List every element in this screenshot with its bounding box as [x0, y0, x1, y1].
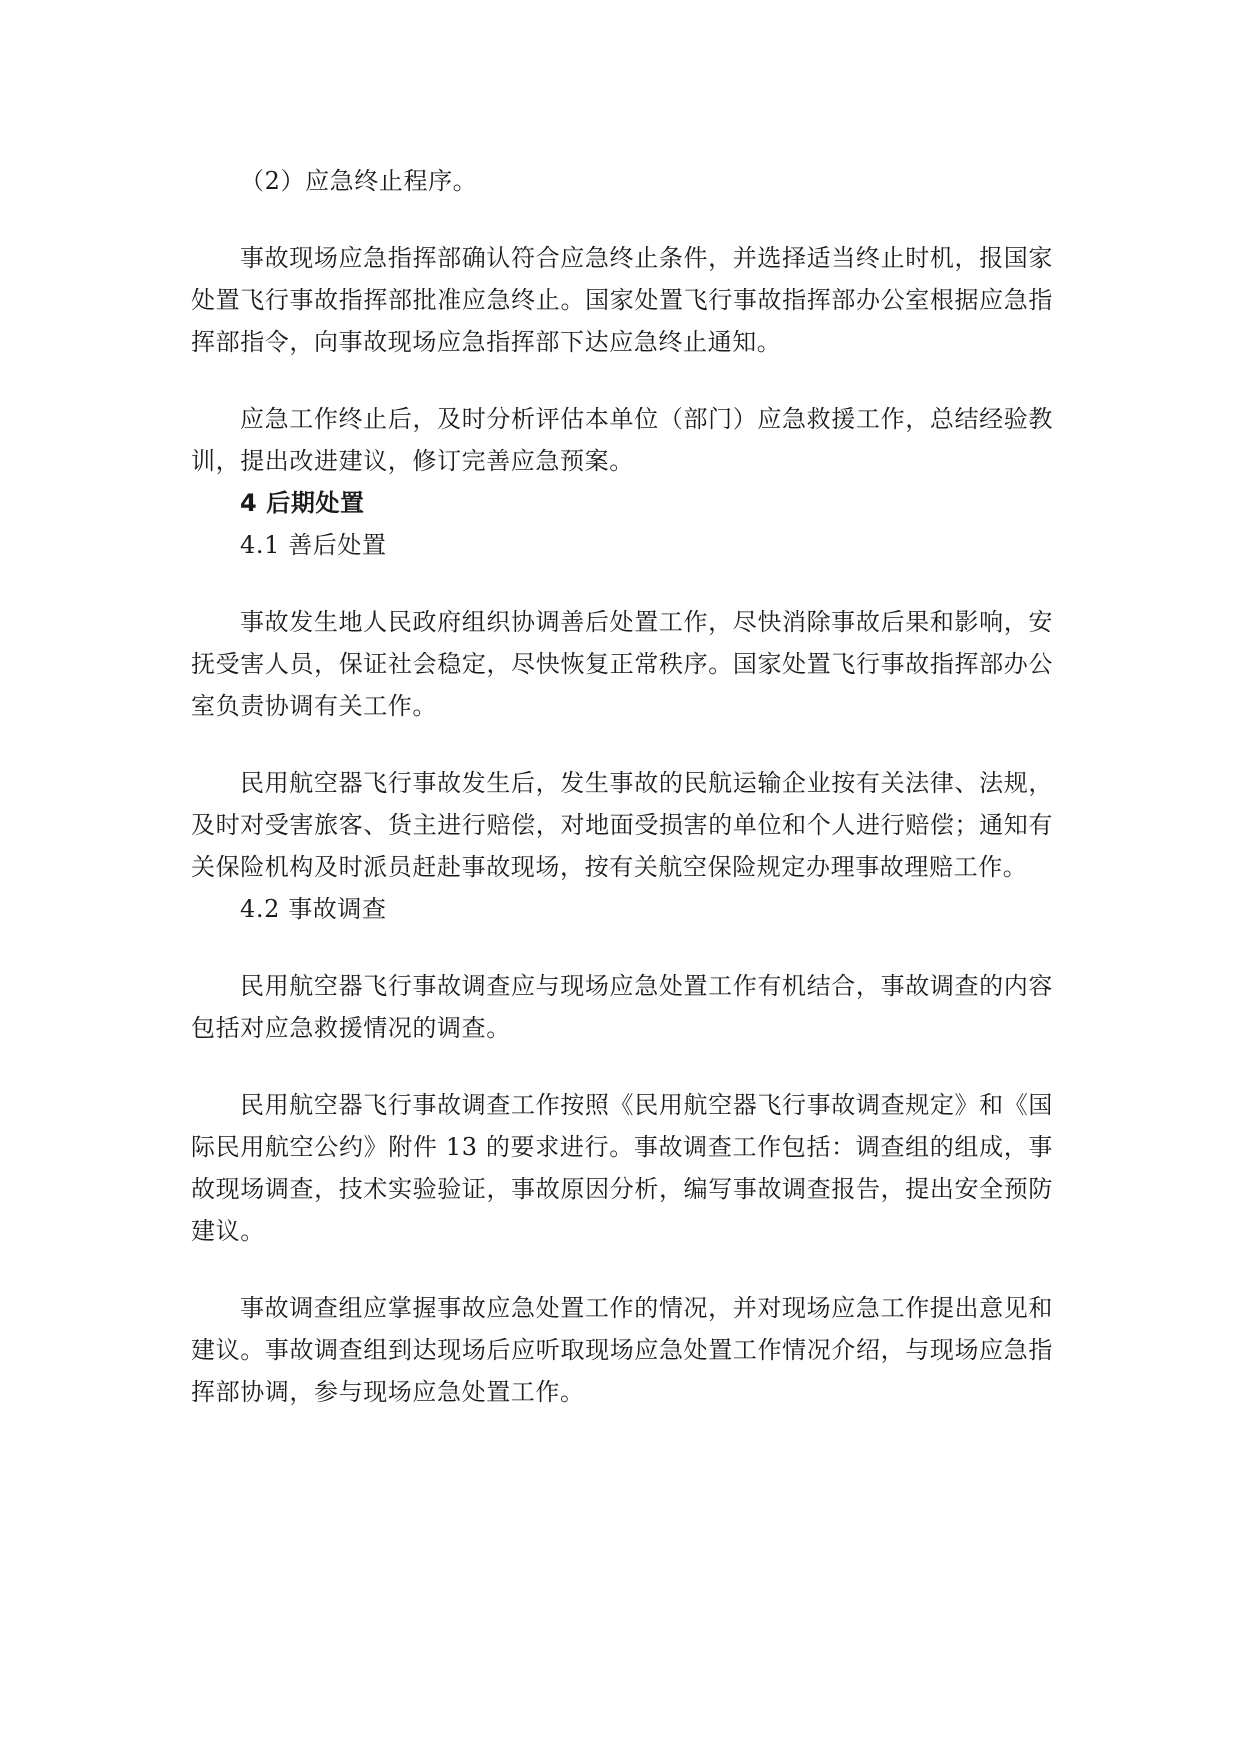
section-emergency-termination-procedure: （2）应急终止程序。	[240, 167, 478, 195]
paragraph-post-termination-review: 应急工作终止后，及时分析评估本单位（部门）应急救援工作，总结经验教训，提出改进建议，修订完善应急预案。	[191, 405, 1053, 475]
paragraph-investigation-integration: 民用航空器飞行事故调查应与现场应急处置工作有机结合，事故调查的内容包括对应急救援情况的调查。	[191, 972, 1053, 1042]
subsection-heading-investigation: 4.2 事故调查	[240, 895, 387, 923]
paragraph-investigation-team-coordination: 事故调查组应掌握事故应急处置工作的情况，并对现场应急工作提出意见和建议。事故调查组到达现场后应听取现场应急处置工作情况介绍，与现场应急指挥部协调，参与现场应急处置工作。	[191, 1294, 1053, 1406]
paragraph-investigation-regulations: 民用航空器飞行事故调查工作按照《民用航空器飞行事故调查规定》和《国际民用航空公约》附件 13 的要求进行。事故调查工作包括：调查组的组成，事故现场调查，技术实验验证，事故原因分析，编写事故调查报告，提出安全预防建议。	[191, 1091, 1053, 1245]
subsection-heading-rehabilitation: 4.1 善后处置	[240, 531, 387, 559]
paragraph-termination-approval: 事故现场应急指挥部确认符合应急终止条件，并选择适当终止时机，报国家处置飞行事故指挥部批准应急终止。国家处置飞行事故指挥部办公室根据应急指挥部指令，向事故现场应急指挥部下达应急终止通知。	[191, 244, 1053, 356]
paragraph-local-government-coordination: 事故发生地人民政府组织协调善后处置工作，尽快消除事故后果和影响，安抚受害人员，保证社会稳定，尽快恢复正常秩序。国家处置飞行事故指挥部办公室负责协调有关工作。	[191, 608, 1053, 720]
paragraph-compensation: 民用航空器飞行事故发生后，发生事故的民航运输企业按有关法律、法规，及时对受害旅客、货主进行赔偿，对地面受损害的单位和个人进行赔偿；通知有关保险机构及时派员赶赴事故现场，按有关航空保险规定办理事故理赔工作。	[191, 769, 1053, 881]
section-heading-aftermath: 4 后期处置	[240, 489, 365, 517]
document-body	[191, 160, 1053, 1413]
